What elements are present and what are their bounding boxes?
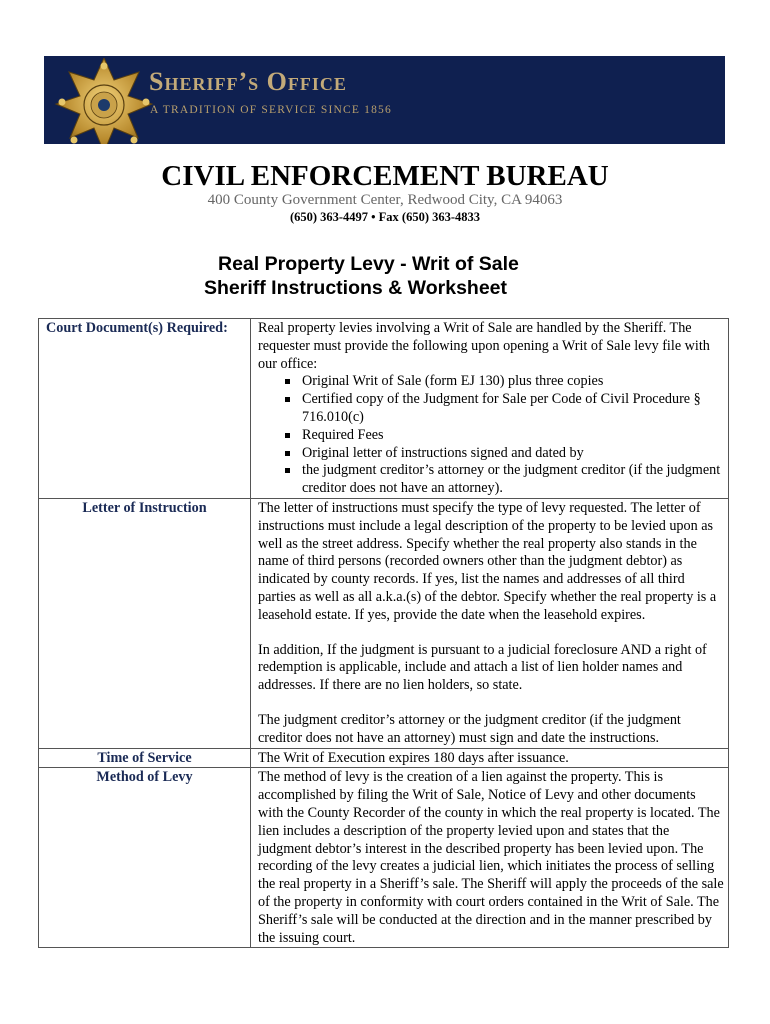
time-of-service-label: Time of Service <box>39 748 251 768</box>
list-item: Original letter of instructions signed and dated by <box>302 445 724 463</box>
method-of-levy-label: Method of Levy <box>39 768 251 948</box>
row-method-of-levy <box>39 768 729 948</box>
court-documents-label: Court Document(s) Required: <box>39 319 251 499</box>
bureau-phone: (650) 363-4497 • Fax (650) 363-4833 <box>289 210 481 224</box>
list-item: Original Writ of Sale (form EJ 130) plus three copies <box>302 373 724 391</box>
list-item: the judgment creditor’s attorney or the judgment creditor (if the judgment creditor does not have an attorney). <box>302 462 724 498</box>
row-letter-of-instruction <box>39 498 729 748</box>
list-item: Required Fees <box>302 427 724 445</box>
letter-of-instruction-content <box>251 498 729 748</box>
office-tagline: A TRADITION OF SERVICE SINCE 1856 <box>150 104 392 116</box>
letter-paragraph-1: The letter of instructions must specify the type of levy requested. The letter of instructions must include a legal description of the property to be levied upon as well as the street address. Specify whether the real property also stands in the name of third persons (recorded owners other than the judgment debtor) as indicated by county records. If yes, list the names and addresses of all third parties as well as all a.k.a.(s) of the debtor. Specify whether the real property is a leasehold estate. If yes, provide the date when the leasehold expires. <box>258 499 717 623</box>
document-title: Real Property Levy - Writ of Sale <box>218 253 519 275</box>
row-time-of-service <box>39 748 729 768</box>
office-title: Sheriff’s Office <box>149 67 347 96</box>
time-of-service-text: The Writ of Execution expires 180 days after issuance. <box>251 748 729 768</box>
document-subtitle: Sheriff Instructions & Worksheet <box>204 277 508 299</box>
list-item: Certified copy of the Judgment for Sale per Code of Civil Procedure § 716.010(c) <box>302 391 724 427</box>
letter-paragraph-2: In addition, If the judgment is pursuant to a judicial foreclosure AND a right of redemption is applicable, include and attach a list of lien holder names and addresses. If there are no lien holders, so state. <box>258 641 707 694</box>
required-documents-list <box>258 373 724 498</box>
court-documents-content <box>251 319 729 499</box>
bureau-address: 400 County Government Center, Redwood City, CA 94063 <box>207 192 563 208</box>
letter-paragraph-3: The judgment creditor’s attorney or the judgment creditor (if the judgment creditor does not have an attorney) must sign and date the instructions. <box>258 711 681 746</box>
instructions-table <box>38 318 729 948</box>
method-of-levy-text: The method of levy is the creation of a lien against the property. This is accomplished by filing the Writ of Sale, Notice of Levy and other documents with the County Recorder of the county in which the real property is located. The lien includes a description of the property levied upon and states that the judgment debtor’s interest in the described property has been levied upon. The recording of the levy creates a judicial lien, which initiates the process of selling the real property in a Sheriff’s sale. The Sheriff will apply the proceeds of the sale of the property in conformity with court orders contained in the Writ of Sale. The Sheriff’s sale will be conducted at the direction and in the manner prescribed by the issuing court. <box>251 768 729 948</box>
bureau-title: CIVIL ENFORCEMENT BUREAU <box>161 160 609 192</box>
court-documents-intro: Real property levies involving a Writ of Sale are handled by the Sheriff. The requester must provide the following upon opening a Writ of Sale levy file with our office: <box>258 320 710 372</box>
letter-of-instruction-label: Letter of Instruction <box>39 498 251 748</box>
sheriff-banner <box>44 56 725 144</box>
row-court-documents <box>39 319 729 499</box>
